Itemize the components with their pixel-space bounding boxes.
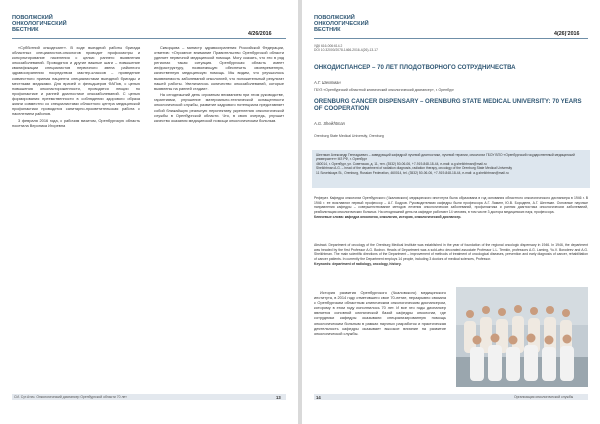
paragraph: Скворцова – министр здравоохранения Российской Федерации, отметив: «Огромное внимание Правительство Оренбургской области уделяет первичной медицинской помощи. Могу сказать, что это в ряд регионах такая ситуация. Оренбургская область имеет инфраструктуру, позволяющую обеспечить своевременную, качественную медицинскую помощь. Мы видим, что улучшилось выявляемость заболеваний онкологией, что положительный результат нашей работы. Увеличилось количество онкозаболеваний, которые выявлены на ранней стадии».: [154, 45, 284, 91]
contact-line: 11 Sovetskaya St., Orenburg, Russian Federation, 460014, tel. (3532) 50-06-06, +7-919-848-18-44, e-mail: a.g.sheikhtman@mail.ru: [316, 170, 509, 175]
issue-number: 4(26)'2016: [554, 31, 580, 37]
doi-code: DOI 10.32000/2078-1466-2016-4(26)-13-17: [314, 48, 378, 53]
page-number: 13: [276, 394, 281, 400]
keywords-ru: Ключевые слова: кафедра онкологии, онкология, история, онкологический диспансер.: [314, 215, 462, 219]
journal-title-line: ПОВОЛЖСКИЙ: [12, 15, 53, 21]
abstract-en: [314, 243, 588, 267]
abstract-en-text: Abstract. Department of oncology of the Orenburg Medical Institute was established in the year of foundation of the regional oncologic dispensary in 1946. In 1946, the department was headed by the first Professor A.G. Bodrov. Heads of Department was a sold-who decorated associate Professor L.L. Temkin, professors A.G. Laming, Yu.V. Borodeev and A.G. Sheikhtman. The main scientific directions of the Department – improvement of methods of treatment of oncological diseases, prevention and early diagnosis of cancer, rehabilitation of cancer patients. In currently the Department employs 14 people, including 3 doctors of medical sciences, Professor.: [314, 243, 588, 261]
group-photo-image: [456, 287, 588, 387]
contact-line: Шехтман Александр Геннадьевич – заведующий кафедрой лучевой диагностики, лучевой терапии, онкологии ГБОУ ВПО «Оренбургский государственный медицинский университет» МЗ РФ, г. Оренбург: [316, 153, 575, 162]
paragraph: История развития Оренбургского (Чкаловского) медицинского института, в 2014 году отметившего свое 70-летие, неразрывно связана с Оренбургским областным клиническим онкологическим диспансером, которому в этом году исполнилось 70 лет. И все это годы диспансер является основной клинической базой кафедры онкологии, где сотрудники кафедры оказывали специализированную помощь онкологическим больным в рамках научных разработок и практическая деятельность кафедры оказывает высокое влияние на развитие онкологической службы.: [314, 290, 446, 336]
contact-line: 460014, г. Оренбург, ул. Советская, д. 11, тел. (3532) 50-06-06, +7-919-848-18-44, e-mail: a.g.sheikhtman@mail.ru: [316, 161, 487, 166]
running-footer: СИ. Сут.Атич. Онкологический диспансер Оренбургской области 70 лет: [14, 394, 127, 399]
text-column-2: [154, 45, 284, 124]
paragraph: На сегодняшний день огромным вниманием при этом руководстве, гарантиями, улучшение материально-технической оснащенности онкологической службы, развитие кадрового потенциала представляет собой ближайшую реальную перспективу укрепления онкологической службы в Оренбургской области. Что, в свою очередь, улучшит качество оказания медицинской помощи онкологическим больным.: [154, 92, 284, 123]
udc-code: УДК 616-006:614.2: [314, 44, 343, 48]
article-title-en: ORENBURG CANCER DISPENSARY – ORENBURG STATE MEDICAL UNIVERSITY: 70 YEARS OF COOPERATION: [314, 98, 582, 112]
left-page: [0, 0, 298, 424]
paragraph: «Субботний онкодесант». В ходе выездной работы бригада областных специалистов-онкологов проводит профосмотры и консультирование населения с целью раннего выявления онкозаболеваний. Проводятся и другие важные шаги – повышение квалификации специалистов первичного звена районного здравоохранения посредством мастер-классов – проведение совместного приема пациента специалистами выездной бригады и местными медиками. Для врачей и фельдшеров ФАПов, с целью повышения онконастороженности, проводятся лекции по профилактике и ранней диагностике онкозаболеваний. С целью формирования преемственности в соблюдении здорового образа жизни совместно со специалистами областного центра медицинской профилактики проводится санитарно-просветительская работа с населением районов.: [12, 45, 140, 117]
journal-title-line: ОНКОЛОГИЧЕСКИЙ: [314, 21, 369, 28]
abstract-ru: [314, 196, 588, 220]
article-title-ru: ОНКОДИСПАНСЕР – 70 ЛЕТ ПЛОДОТВОРНОГО СОТРУДНИЧЕСТВА: [314, 64, 516, 71]
journal-title: [12, 15, 67, 34]
author-contact-box: [312, 150, 590, 188]
keywords-en: Keywords: department of radiology, oncology, history.: [314, 262, 402, 266]
right-page: [302, 0, 600, 424]
paragraph: 3 февраля 2016 года, с рабочим визитом, Оренбургскую область посетила Вероника Игоревна: [12, 117, 140, 128]
page-number: 14: [316, 394, 321, 400]
group-photo: [456, 287, 588, 387]
abstract-ru-text: Реферат. Кафедра онкологии Оренбургского (Чкаловского) медицинского института была образована в год основания областного онкологического диспансера в 1946 г. В 1946 г. ее возглавлял первый профессор – А.Г. Бодров. Руководителями кафедры были профессора А.Г. Ламинг, Ю.В. Бородеев, А.Г. Шехтман. Основные научные направления кафедры – совершенствование методов лечения онкологических заболеваний, профилактика и ранняя диагностика онкологических заболеваний, реабилитация онкологических больных. На сегодняшний день на кафедре работают 14 человек, в том числе 3 доктора медицинских наук, профессора.: [314, 196, 588, 214]
header-rule: [314, 38, 588, 39]
article-codes: [314, 44, 378, 53]
author-ru: А.Г. Шехтман: [314, 80, 341, 85]
body-column: [314, 290, 446, 337]
journal-title-line: ВЕСТНИК: [12, 27, 39, 34]
journal-title-line: ПОВОЛЖСКИЙ: [314, 15, 355, 21]
journal-title-line: ОНКОЛОГИЧЕСКИЙ: [12, 21, 67, 28]
issue-number: 4/26/2016: [248, 31, 272, 37]
journal-title-line: ВЕСТНИК: [314, 27, 341, 34]
contact-line: Sheikhtman A.G. – head of the department of radiation diagnosis, radiation therapy, oncology of the Orenburg State Medical University: [316, 166, 513, 171]
affiliation-ru: ГБУЗ «Оренбургский областной клинический онкологический диспансер», г. Оренбург: [314, 88, 454, 92]
journal-title: [314, 15, 369, 34]
running-footer: Организация онкологической службы: [514, 394, 574, 399]
author-en: A.G. Sheikhtman: [314, 121, 345, 126]
text-column-1: [12, 45, 140, 129]
affiliation-en: Orenburg State Medical University, Orenburg: [314, 134, 384, 138]
header-rule: [12, 38, 286, 39]
